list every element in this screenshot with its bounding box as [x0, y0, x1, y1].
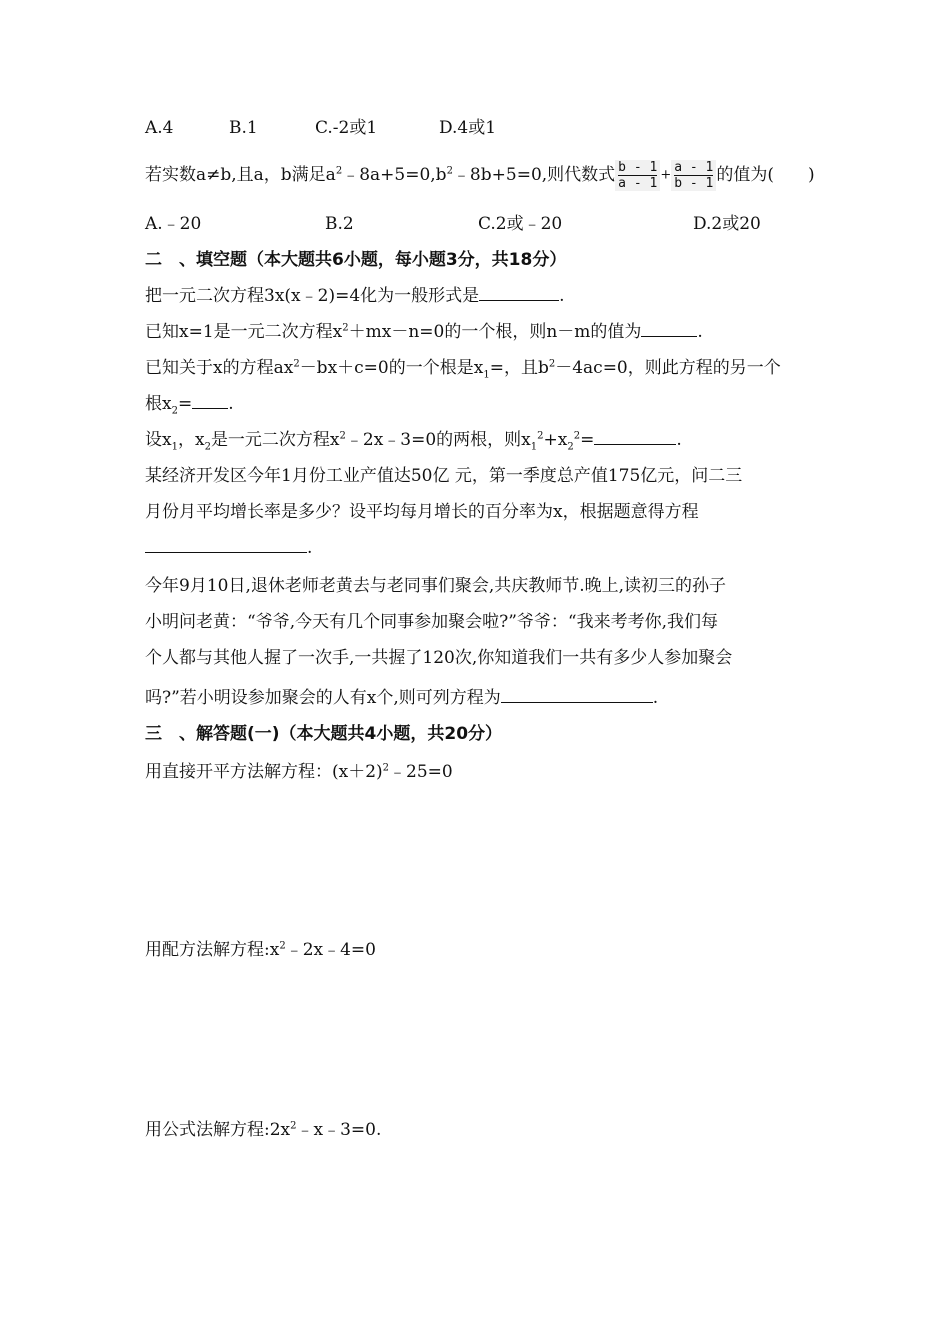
subscript: 2	[567, 441, 574, 453]
option-c: C.-2或1	[315, 118, 378, 138]
question-text: +x	[543, 430, 568, 450]
answer-blank[interactable]	[192, 392, 228, 409]
fill-question-6-cont: 个人都与其他人握了一次手,一共握了120次,你知道我们一共有多少人参加聚会	[145, 648, 733, 668]
question-ratio	[145, 160, 815, 191]
period: .	[559, 286, 565, 306]
question-ratio-options	[145, 212, 761, 236]
subscript: 1	[483, 369, 490, 381]
question-text: ﹣2x﹣3=0的两根，则x	[345, 430, 531, 450]
option-c: C.2或﹣20	[478, 214, 563, 234]
fraction	[615, 160, 660, 191]
question-text: =	[580, 430, 595, 450]
answer-blank[interactable]	[145, 536, 307, 553]
option-b: B.2	[325, 214, 354, 234]
option-d: D.2或20	[693, 214, 761, 234]
subscript: 2	[171, 405, 178, 417]
exponent: 2	[446, 165, 453, 177]
solve-question-1	[145, 760, 453, 784]
solve-question-3	[145, 1118, 381, 1142]
section-heading-fill-in: 二 、填空题（本大题共6小题，每小题3分，共18分）	[145, 250, 567, 270]
subscript: 1	[171, 441, 178, 453]
question-text: 用直接开平方法解方程：(x＋2)	[145, 762, 383, 782]
answer-blank[interactable]	[501, 686, 653, 703]
question-text: 是一元二次方程x	[210, 430, 340, 450]
option-a: A.﹣20	[145, 214, 202, 234]
question-options-prev	[145, 116, 496, 140]
question-text: 的值为( )	[716, 165, 815, 185]
question-text: ＋mx－n=0的一个根，则n－m的值为	[348, 322, 642, 342]
question-text: 用配方法解方程:x	[145, 940, 280, 960]
exponent: 2	[382, 762, 390, 774]
fill-question-5: 某经济开发区今年1月份工业产值达50亿 元，第一季度总产值175亿元，问二三	[145, 466, 743, 486]
fill-question-2	[145, 320, 703, 344]
question-text: ﹣2x﹣4=0	[285, 940, 376, 960]
exponent: 2	[290, 1120, 297, 1132]
exponent: 2	[537, 430, 544, 442]
fill-question-6-cont	[145, 686, 658, 710]
question-text: ﹣8b+5=0,则代数式	[452, 165, 616, 185]
solve-question-2	[145, 938, 376, 962]
period: .	[697, 322, 703, 342]
fraction-numerator: a - 1	[674, 160, 714, 175]
exponent: 2	[279, 940, 286, 952]
question-text: ﹣8a+5=0,b	[342, 165, 447, 185]
section-heading-solve: 三 、解答题(一)（本大题共4小题，共20分）	[145, 724, 503, 744]
fill-question-6-cont: 小明问老黄：“爷爷,今天有几个同事参加聚会啦?”爷爷：“我来考考你,我们每	[145, 612, 718, 632]
option-b: B.1	[229, 118, 258, 138]
answer-blank[interactable]	[594, 428, 676, 445]
fill-question-5-answer	[145, 536, 312, 560]
plus-sign: +	[660, 167, 672, 183]
fill-question-1	[145, 284, 565, 308]
question-text: =，且b	[489, 358, 549, 378]
question-text: 已知x=1是一元二次方程x	[145, 322, 343, 342]
option-a: A.4	[145, 118, 174, 138]
option-d: D.4或1	[439, 118, 497, 138]
fill-question-6: 今年9月10日,退休老师老黄去与老同事们聚会,共庆教师节.晚上,读初三的孙子	[145, 576, 727, 596]
fraction-denominator: a - 1	[618, 176, 658, 191]
question-text: 已知关于x的方程ax	[145, 358, 294, 378]
question-text: 用公式法解方程:2x	[145, 1120, 291, 1140]
period: .	[307, 538, 313, 558]
fraction	[671, 160, 716, 191]
exponent: 2	[548, 358, 556, 370]
question-text: 根x	[145, 394, 172, 414]
period: .	[228, 394, 234, 414]
subscript: 1	[530, 441, 538, 453]
subscript: 2	[204, 441, 211, 453]
fraction-denominator: b - 1	[674, 176, 714, 191]
question-text: 设x	[145, 430, 172, 450]
exponent: 2	[573, 430, 581, 442]
question-text: 若实数a≠b,且a，b满足a	[145, 165, 336, 185]
question-text: ﹣25=0	[389, 762, 453, 782]
fill-question-4	[145, 428, 682, 452]
question-text: ﹣x﹣3=0.	[296, 1120, 382, 1140]
answer-blank[interactable]	[641, 320, 697, 337]
fill-question-3-cont	[145, 392, 234, 416]
question-text: ，x	[177, 430, 205, 450]
fill-question-5-cont: 月份月平均增长率是多少？设平均每月增长的百分率为x，根据题意得方程	[145, 502, 699, 522]
question-text: 把一元二次方程3x(x﹣2)=4化为一般形式是	[145, 286, 480, 306]
fraction-numerator: b - 1	[618, 160, 658, 175]
answer-blank[interactable]	[479, 284, 559, 301]
question-text: －bx＋c=0的一个根是x	[299, 358, 484, 378]
fill-question-3	[145, 356, 781, 380]
question-text: 吗?”若小明设参加聚会的人有x个,则可列方程为	[145, 688, 501, 708]
exponent: 2	[339, 430, 346, 442]
question-text: =	[177, 394, 193, 414]
exponent: 2	[335, 165, 343, 177]
period: .	[652, 688, 659, 708]
exponent: 2	[342, 322, 349, 334]
period: .	[676, 430, 682, 450]
exponent: 2	[293, 358, 300, 370]
question-text: －4ac=0，则此方程的另一个	[555, 358, 781, 378]
